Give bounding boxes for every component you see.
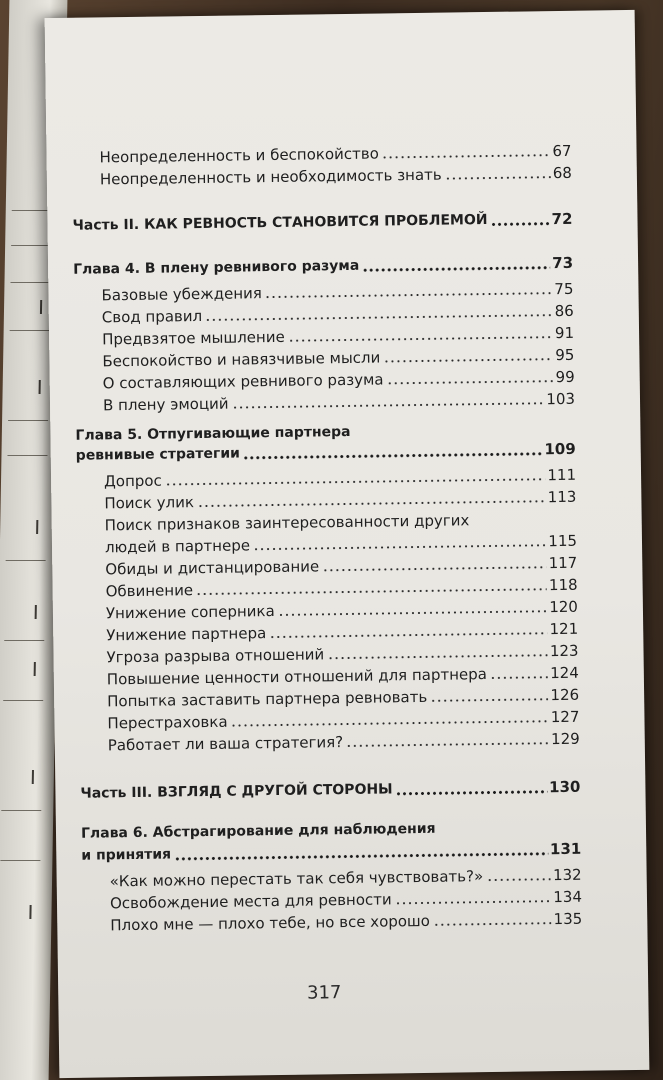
chapter-heading: Глава 4. В плену ревнивого разума 73 — [73, 253, 574, 278]
toc-entry: Перестраховка 127 — [107, 707, 580, 733]
dot-leader — [346, 742, 549, 747]
toc-entry: В плену эмоций 103 — [102, 389, 576, 415]
book-page — [45, 10, 650, 1078]
dot-leader — [433, 922, 552, 926]
chapter-heading-continued: и принятия 131 — [81, 839, 582, 864]
toc-entry-line1: Поиск признаков заинтересованности других — [104, 511, 470, 535]
part-heading: Часть II. КАК РЕВНОСТЬ СТАНОВИТСЯ ПРОБЛЕМОЙ 72 — [72, 209, 573, 234]
toc-entry: Работает ли ваша стратегия? 129 — [107, 729, 580, 755]
toc-entry: Угроза разрыва отношений 123 — [106, 641, 579, 667]
toc-entry: Попытка заставить партнера ревновать 126 — [107, 685, 580, 711]
dot-leader — [430, 698, 548, 702]
dot-leader — [205, 314, 553, 321]
dot-leader — [395, 900, 552, 904]
chapter-heading-continued: ревнивые стратегии 109 — [75, 439, 576, 464]
dot-leader — [382, 154, 551, 158]
dot-leader — [383, 358, 553, 362]
dot-leader — [231, 720, 549, 726]
toc-entry: Базовые убеждения 75 — [101, 279, 574, 305]
dot-leader — [486, 878, 551, 881]
dot-leader — [174, 852, 548, 860]
dot-leader — [253, 544, 546, 550]
dot-leader — [490, 676, 548, 679]
dot-leader — [165, 478, 546, 485]
dot-leader — [396, 790, 547, 795]
toc-entry: Унижение соперника 120 — [105, 597, 579, 623]
toc-entry: Унижение партнера 121 — [106, 619, 579, 645]
toc-entry: Поиск улик 113 — [104, 487, 577, 513]
dot-leader — [322, 566, 546, 571]
dot-leader — [243, 452, 543, 459]
dot-leader — [387, 380, 554, 384]
dot-leader — [288, 336, 553, 342]
dot-leader — [265, 292, 553, 298]
toc-entry: Неопределенность и необходимость знать 68 — [99, 163, 572, 189]
dot-leader — [445, 176, 551, 179]
dot-leader — [327, 654, 548, 659]
toc-entry: Беспокойство и навязчивые мысли 95 — [102, 345, 575, 371]
toc-entry: Допрос 111 — [103, 465, 577, 491]
toc-entry: Обвинение 118 — [105, 575, 578, 601]
chapter-heading: Глава 6. Абстрагирование для наблюдения — [80, 820, 436, 842]
toc-entry: Повышение ценности отношений для партнера 124 — [106, 663, 579, 689]
dot-leader — [197, 500, 546, 507]
dot-leader — [232, 402, 545, 408]
toc-entry: Освобождение места для ревности 134 — [109, 887, 583, 913]
dot-leader — [269, 632, 547, 638]
toc-entry: Плохо мне — плохо тебе, но все хорошо 135 — [110, 909, 583, 935]
part-heading: Часть III. ВЗГЛЯД С ДРУГОЙ СТОРОНЫ 130 — [80, 777, 581, 802]
toc-entry: О составляющих ревнивого разума 99 — [102, 367, 575, 393]
page-number: 317 — [306, 982, 342, 1004]
toc-entry: «Как можно перестать так себя чувствовать?» 132 — [109, 865, 582, 891]
toc-entry: Свод правил 86 — [101, 301, 574, 327]
dot-leader — [278, 610, 548, 616]
dot-leader — [491, 222, 550, 226]
toc-entry: людей в партнере 115 — [104, 531, 578, 557]
toc-entry: Предвзятое мышление 91 — [101, 323, 575, 349]
dot-leader — [362, 266, 550, 272]
chapter-heading: Глава 5. Отпугивающие партнера — [75, 423, 351, 444]
table-of-contents — [71, 99, 583, 935]
toc-entry: Неопределенность и беспокойство 67 — [99, 141, 572, 167]
toc-entry: Обиды и дистанцирование 117 — [105, 553, 578, 579]
dot-leader — [196, 588, 547, 595]
